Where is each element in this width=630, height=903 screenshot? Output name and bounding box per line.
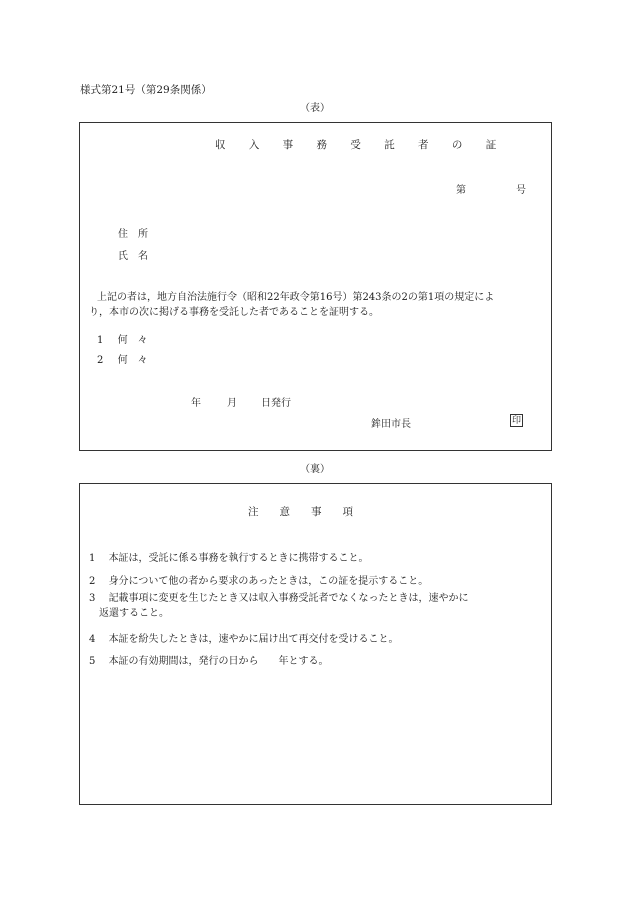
back-side-label: （裏） [300, 464, 330, 475]
certification-line-1: 上記の者は，地方自治法施行令（昭和22年政令第16号）第243条の2の第1項の規定によ [97, 292, 495, 303]
item-number: 2 [97, 355, 104, 366]
note-number: 1 [89, 553, 96, 564]
note-item-1 [89, 549, 369, 564]
note-item-2 [89, 572, 428, 587]
note-text: 本証を紛失したときは，速やかに届け出て再交付を受けること。 [108, 634, 399, 645]
date-day-issued: 日発行 [261, 398, 291, 409]
date-month: 月 [227, 398, 237, 409]
number-suffix: 号 [516, 185, 526, 196]
note-text-continued: 返還すること。 [99, 608, 169, 619]
note-text: 本証の有効期間は，発行の日から 年とする。 [108, 656, 329, 667]
item-text: 何 々 [117, 335, 148, 346]
note-item-4 [89, 630, 399, 645]
note-number: 4 [89, 634, 96, 645]
note-text: 本証は，受託に係る事務を執行するときに携帯すること。 [108, 553, 369, 564]
date-year: 年 [191, 398, 201, 409]
note-text: 身分について他の者から要求のあったときは，この証を提示すること。 [108, 576, 429, 587]
form-number: 様式第21号（第29条関係） [80, 84, 212, 96]
note-number: 5 [89, 656, 96, 667]
note-item-3 [89, 591, 469, 621]
issuer-title: 鉾田市長 [371, 419, 411, 430]
note-number: 3 [89, 593, 96, 604]
seal-mark: 印 [511, 416, 521, 426]
note-number: 2 [89, 576, 96, 587]
address-label: 住 所 [118, 229, 148, 240]
item-number: 1 [97, 335, 104, 346]
item-row-2 [97, 351, 148, 366]
back-notes-box [79, 483, 552, 805]
item-text: 何 々 [117, 355, 148, 366]
certificate-title: 収 入 事 務 受 託 者 の 証 [215, 139, 507, 151]
name-label: 氏 名 [118, 251, 148, 262]
front-certificate-box [79, 122, 552, 451]
certification-line-2: り，本市の次に掲げる事務を受託した者であることを証明する。 [89, 307, 379, 318]
item-row-1 [97, 331, 148, 346]
note-text: 記載事項に変更を生じたとき又は収入事務受託者でなくなったときは，速やかに [108, 593, 469, 604]
certification-body [89, 290, 549, 320]
notes-title: 注 意 事 項 [248, 506, 353, 518]
number-prefix: 第 [456, 185, 466, 196]
front-side-label: （表） [300, 103, 330, 114]
note-item-5 [89, 652, 329, 667]
